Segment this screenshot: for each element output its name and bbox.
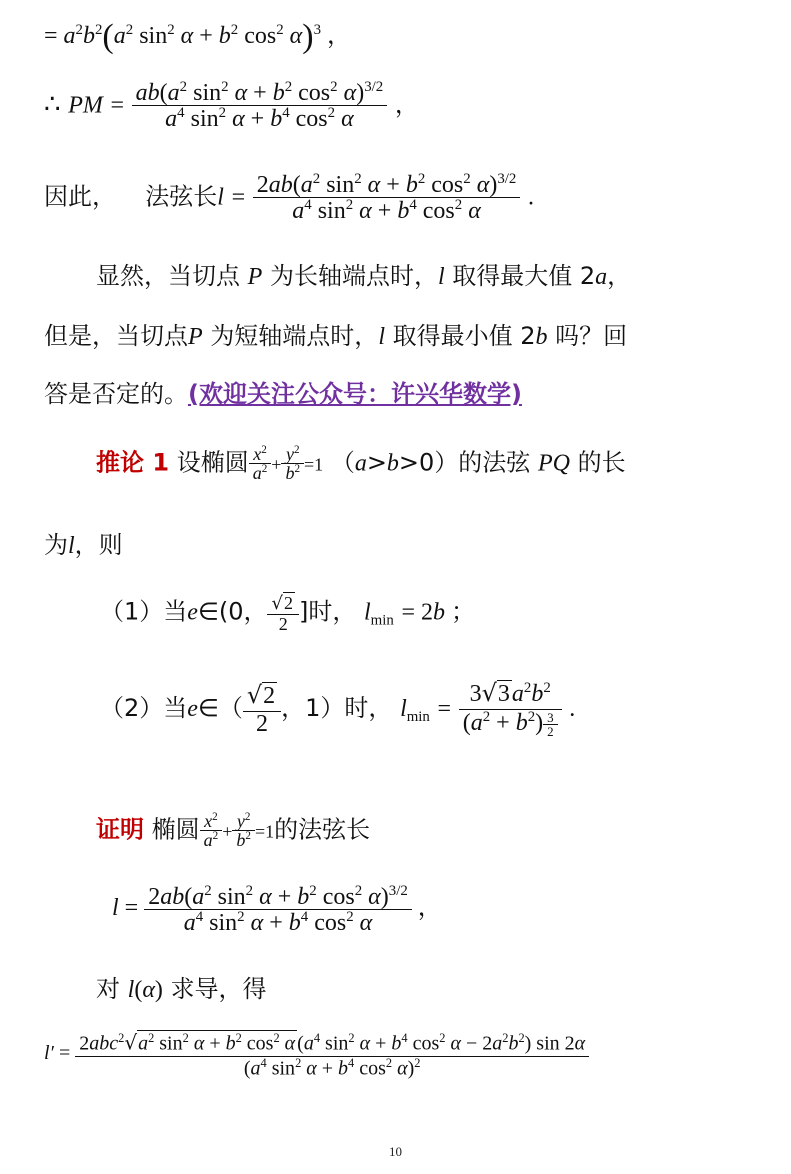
- case-2: （2）当e∈（ $\frac{√2}{2}$ ，1）时， $l_{min}$ = $3√3a^2b^2$ $(a^2 + b^2)$ $\frac{3}{2}$ .: [100, 679, 576, 740]
- page-number: 10: [389, 1144, 402, 1159]
- paragraph-line-1: 显然，当切点 P 为长轴端点时，l 取得最大值 2a，: [96, 262, 632, 290]
- proof-line: 证明 椭圆 $\frac{x^2}{a^2}$ + $\frac{y^2}{b^2}$ =1的法弦长: [96, 811, 371, 850]
- equation-pm: ∴ PM = $\frac{ab(a^2 \sin^2 \alpha + b^2 \cos^2 \alpha)^{3/2}}{a^4 \sin^2 \alpha + b^4 \cos^2 \alpha}$ ，: [44, 79, 419, 133]
- paragraph-line-2: 但是，当切点P 为短轴端点时，l 取得最小值 2b 吗？回: [44, 322, 628, 350]
- corollary-label: 推论 1: [96, 448, 170, 477]
- therefore-symbol: ∴: [44, 89, 61, 120]
- equation-chord-length: 因此， 法弦长l = $\frac{2ab(a^2 \sin^2 \alpha + b^2 \cos^2 \alpha)^{3/2}}{a^4 \sin^2 \alpha + b^4 \cos^2 \alpha}$ .: [44, 171, 534, 225]
- paragraph-line-3: 答是否定的。(欢迎关注公众号：许兴华数学): [44, 380, 522, 408]
- chord-length-label: 法弦长: [145, 182, 218, 211]
- case-1: （1）当e∈(0， $\frac{√2}{2}$ ]时， $l_{min} = 2b$ ；: [100, 593, 475, 634]
- equation-l-prime: l′ = $2abc^2√a^2$ $\sin^2 \alpha + b^2$ $\cos^2 \alpha$ ($a^4$ $\sin^2 \alpha + b^4$ $\cos^2 \alpha - 2a^2b^2$) sin 2α ($a^4$ $\sin^2 \alpha + b^4$ $\cos^2 \alpha)^2$: [44, 1030, 589, 1078]
- equation-l: l = $\frac{2ab(a^2 \sin^2 \alpha + b^2 \cos^2 \alpha)^{3/2}}{a^4 \sin^2 \alpha + b^4 \cos^2 \alpha}$ ，: [112, 883, 442, 937]
- corollary-line-2: 为l，则: [44, 531, 123, 559]
- hence-text: 因此，: [44, 182, 116, 211]
- proof-label: 证明: [96, 815, 144, 844]
- equation-line-1: = $a^2b^2(a^2$ $\sin^2 \alpha + b^2$ $\cos^2 \alpha)^3$ ，: [44, 18, 352, 55]
- derivative-line: 对 l(α) 求导，得: [96, 975, 267, 1003]
- corollary-line-1: 推论 1 设椭圆 $\frac{x^2}{a^2}$ + $\frac{y^2}{b^2}$ =1 （a>b>0）的法弦 PQ 的长: [96, 444, 626, 483]
- promo-link[interactable]: (欢迎关注公众号：许兴华数学): [188, 380, 522, 408]
